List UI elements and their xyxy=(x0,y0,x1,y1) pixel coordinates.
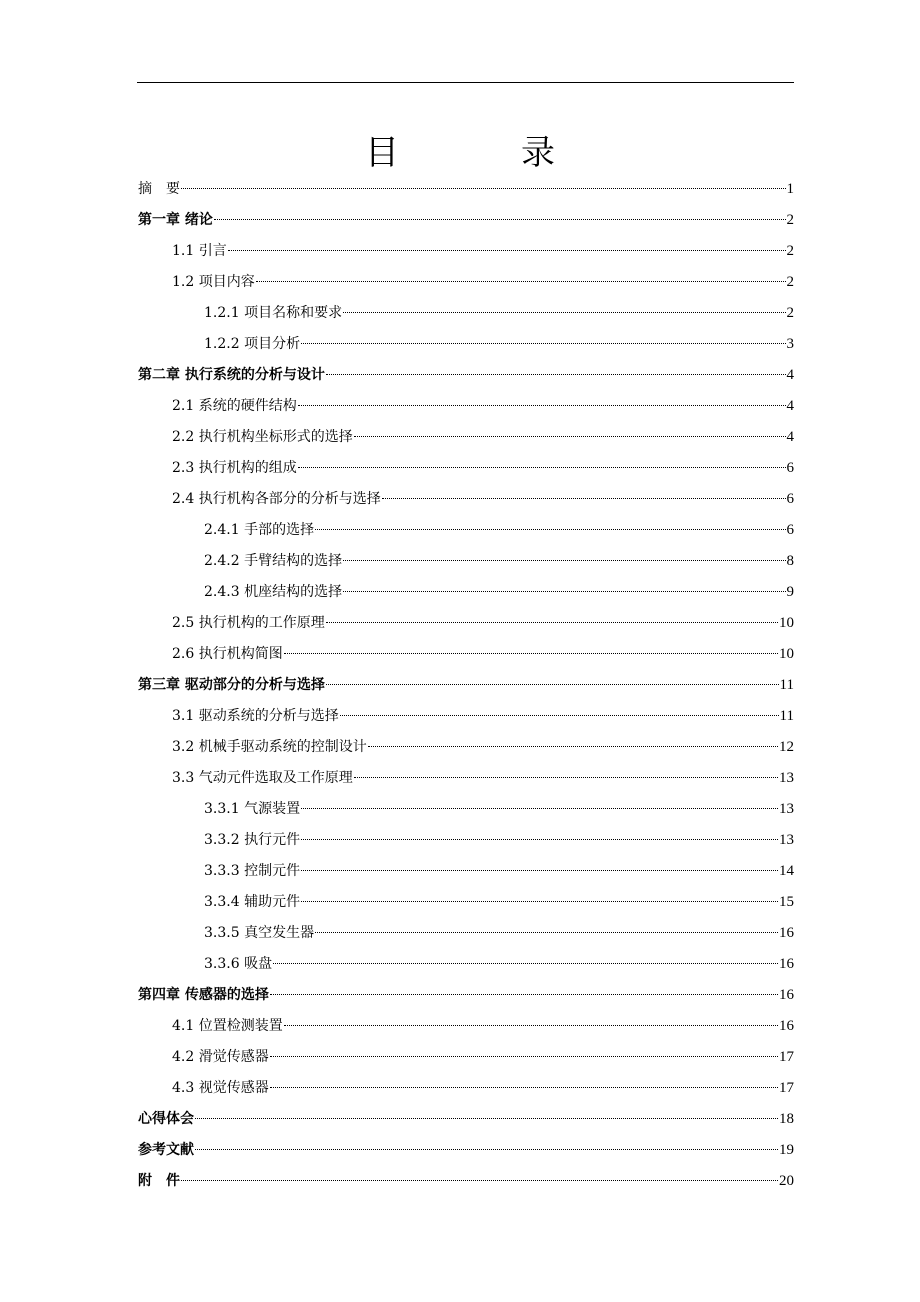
toc-page-number: 3 xyxy=(786,336,794,352)
toc-entry[interactable] xyxy=(138,763,794,794)
toc-page-number: 15 xyxy=(779,894,794,910)
toc-entry-label: 心得体会 xyxy=(138,1111,194,1127)
toc-leader-dots xyxy=(368,746,778,747)
toc-entry[interactable] xyxy=(138,732,794,763)
toc-entry-label: 参考文献 xyxy=(138,1142,194,1158)
toc-page-number: 11 xyxy=(779,677,794,693)
toc-page-number: 16 xyxy=(779,987,794,1003)
toc-page-number: 2 xyxy=(786,274,794,290)
toc-entry-label: 4.1 位置检测装置 xyxy=(172,1018,283,1034)
toc-page-number: 18 xyxy=(779,1111,794,1127)
toc-leader-dots xyxy=(343,591,785,592)
toc-leader-dots xyxy=(354,436,786,437)
toc-entry-label: 摘 要 xyxy=(138,181,180,197)
toc-entry[interactable] xyxy=(138,856,794,887)
toc-entry[interactable] xyxy=(138,422,794,453)
toc-page-number: 17 xyxy=(779,1080,794,1096)
toc-page-number: 12 xyxy=(779,739,794,755)
toc-page-number: 17 xyxy=(779,1049,794,1065)
toc-entry-label: 3.1 驱动系统的分析与选择 xyxy=(172,708,339,724)
toc-entry-label: 3.3 气动元件选取及工作原理 xyxy=(172,770,353,786)
toc-leader-dots xyxy=(326,622,778,623)
toc-entry-label: 第三章 驱动部分的分析与选择 xyxy=(138,677,325,693)
toc-page-number: 10 xyxy=(779,646,794,662)
toc-leader-dots xyxy=(340,715,779,716)
toc-entry-label: 3.3.4 辅助元件 xyxy=(204,894,301,910)
toc-entry-label: 4.2 滑觉传感器 xyxy=(172,1049,269,1065)
toc-entry[interactable] xyxy=(138,639,794,670)
toc-page-number: 4 xyxy=(786,367,794,383)
toc-entry-label: 2.3 执行机构的组成 xyxy=(172,460,297,476)
toc-leader-dots xyxy=(326,684,779,685)
toc-leader-dots xyxy=(228,250,786,251)
toc-entry-label: 2.4 执行机构各部分的分析与选择 xyxy=(172,491,381,507)
toc-leader-dots xyxy=(382,498,786,499)
toc-leader-dots xyxy=(298,467,786,468)
toc-entry[interactable] xyxy=(138,949,794,980)
toc-leader-dots xyxy=(273,963,778,964)
toc-entry[interactable] xyxy=(138,174,794,205)
toc-page-number: 16 xyxy=(779,956,794,972)
toc-leader-dots xyxy=(301,808,778,809)
toc-entry-label: 1.2.1 项目名称和要求 xyxy=(204,305,343,321)
toc-entry-label: 第四章 传感器的选择 xyxy=(138,987,269,1003)
toc-entry[interactable] xyxy=(138,1135,794,1166)
toc-entry-label: 附 件 xyxy=(138,1173,180,1189)
toc-entry[interactable] xyxy=(138,794,794,825)
toc-entry[interactable] xyxy=(138,360,794,391)
toc-entry[interactable] xyxy=(138,236,794,267)
toc-leader-dots xyxy=(214,219,786,220)
toc-leader-dots xyxy=(301,839,778,840)
toc-entry-label: 2.4.3 机座结构的选择 xyxy=(204,584,343,600)
toc-leader-dots xyxy=(301,901,778,902)
toc-entry[interactable] xyxy=(138,887,794,918)
header-rule xyxy=(137,82,794,83)
toc-entry[interactable] xyxy=(138,453,794,484)
toc-entry-label: 1.2 项目内容 xyxy=(172,274,255,290)
toc-entry[interactable] xyxy=(138,608,794,639)
toc-page-number: 6 xyxy=(786,460,794,476)
toc-leader-dots xyxy=(343,560,785,561)
toc-page-number: 4 xyxy=(786,398,794,414)
toc-entry[interactable] xyxy=(138,298,794,329)
toc-entry-label: 3.3.3 控制元件 xyxy=(204,863,301,879)
toc-entry[interactable] xyxy=(138,515,794,546)
toc-entry-label: 第二章 执行系统的分析与设计 xyxy=(138,367,325,383)
toc-page-number: 10 xyxy=(779,615,794,631)
toc-entry[interactable] xyxy=(138,1011,794,1042)
toc-leader-dots xyxy=(270,994,778,995)
toc-leader-dots xyxy=(315,932,778,933)
toc-leader-dots xyxy=(195,1118,778,1119)
toc-page-number: 2 xyxy=(786,305,794,321)
toc-entry-label: 2.5 执行机构的工作原理 xyxy=(172,615,325,631)
toc-entry-label: 3.2 机械手驱动系统的控制设计 xyxy=(172,739,367,755)
toc-entry[interactable] xyxy=(138,825,794,856)
toc-page-number: 20 xyxy=(779,1173,794,1189)
toc-leader-dots xyxy=(270,1087,778,1088)
toc-entry[interactable] xyxy=(138,701,794,732)
toc-entry[interactable] xyxy=(138,670,794,701)
toc-entry[interactable] xyxy=(138,980,794,1011)
toc-leader-dots xyxy=(343,312,785,313)
toc-entry-label: 2.4.1 手部的选择 xyxy=(204,522,315,538)
toc-leader-dots xyxy=(181,1180,778,1181)
toc-entry-label: 2.2 执行机构坐标形式的选择 xyxy=(172,429,353,445)
toc-leader-dots xyxy=(181,188,786,189)
toc-entry-label: 1.1 引言 xyxy=(172,243,227,259)
toc-leader-dots xyxy=(315,529,785,530)
toc-title: 目 录 xyxy=(365,133,599,173)
toc-entry[interactable] xyxy=(138,329,794,360)
toc-page-number: 2 xyxy=(786,212,794,228)
toc-entry-label: 3.3.6 吸盘 xyxy=(204,956,273,972)
toc-page-number: 2 xyxy=(786,243,794,259)
toc-leader-dots xyxy=(284,1025,778,1026)
toc-entry[interactable] xyxy=(138,391,794,422)
toc-page-number: 19 xyxy=(779,1142,794,1158)
toc-list xyxy=(138,174,794,1197)
toc-entry[interactable] xyxy=(138,1104,794,1135)
toc-entry-label: 4.3 视觉传感器 xyxy=(172,1080,269,1096)
toc-page-number: 13 xyxy=(779,801,794,817)
toc-leader-dots xyxy=(301,870,778,871)
toc-page-number: 14 xyxy=(779,863,794,879)
toc-page-number: 13 xyxy=(779,832,794,848)
toc-entry-label: 3.3.5 真空发生器 xyxy=(204,925,315,941)
toc-page-number: 6 xyxy=(786,491,794,507)
toc-entry[interactable] xyxy=(138,577,794,608)
toc-leader-dots xyxy=(326,374,786,375)
toc-entry[interactable] xyxy=(138,1166,794,1197)
toc-leader-dots xyxy=(301,343,785,344)
toc-entry-label: 2.6 执行机构简图 xyxy=(172,646,283,662)
toc-leader-dots xyxy=(284,653,778,654)
toc-entry[interactable] xyxy=(138,205,794,236)
toc-entry-label: 3.3.2 执行元件 xyxy=(204,832,301,848)
toc-page-number: 8 xyxy=(786,553,794,569)
toc-entry[interactable] xyxy=(138,546,794,577)
toc-entry[interactable] xyxy=(138,267,794,298)
toc-leader-dots xyxy=(270,1056,778,1057)
toc-page-number: 9 xyxy=(786,584,794,600)
toc-entry-label: 第一章 绪论 xyxy=(138,212,213,228)
toc-entry[interactable] xyxy=(138,1042,794,1073)
toc-page-number: 1 xyxy=(786,181,794,197)
toc-entry[interactable] xyxy=(138,1073,794,1104)
toc-page-number: 13 xyxy=(779,770,794,786)
toc-leader-dots xyxy=(354,777,778,778)
toc-leader-dots xyxy=(256,281,786,282)
toc-page-number: 4 xyxy=(786,429,794,445)
toc-entry-label: 2.1 系统的硬件结构 xyxy=(172,398,297,414)
toc-page-number: 16 xyxy=(779,925,794,941)
toc-entry-label: 2.4.2 手臂结构的选择 xyxy=(204,553,343,569)
toc-entry[interactable] xyxy=(138,918,794,949)
toc-page-number: 6 xyxy=(786,522,794,538)
toc-entry[interactable] xyxy=(138,484,794,515)
toc-leader-dots xyxy=(195,1149,778,1150)
toc-entry-label: 1.2.2 项目分析 xyxy=(204,336,301,352)
toc-leader-dots xyxy=(298,405,786,406)
toc-entry-label: 3.3.1 气源装置 xyxy=(204,801,301,817)
toc-page-number: 16 xyxy=(779,1018,794,1034)
toc-page-number: 11 xyxy=(779,708,794,724)
